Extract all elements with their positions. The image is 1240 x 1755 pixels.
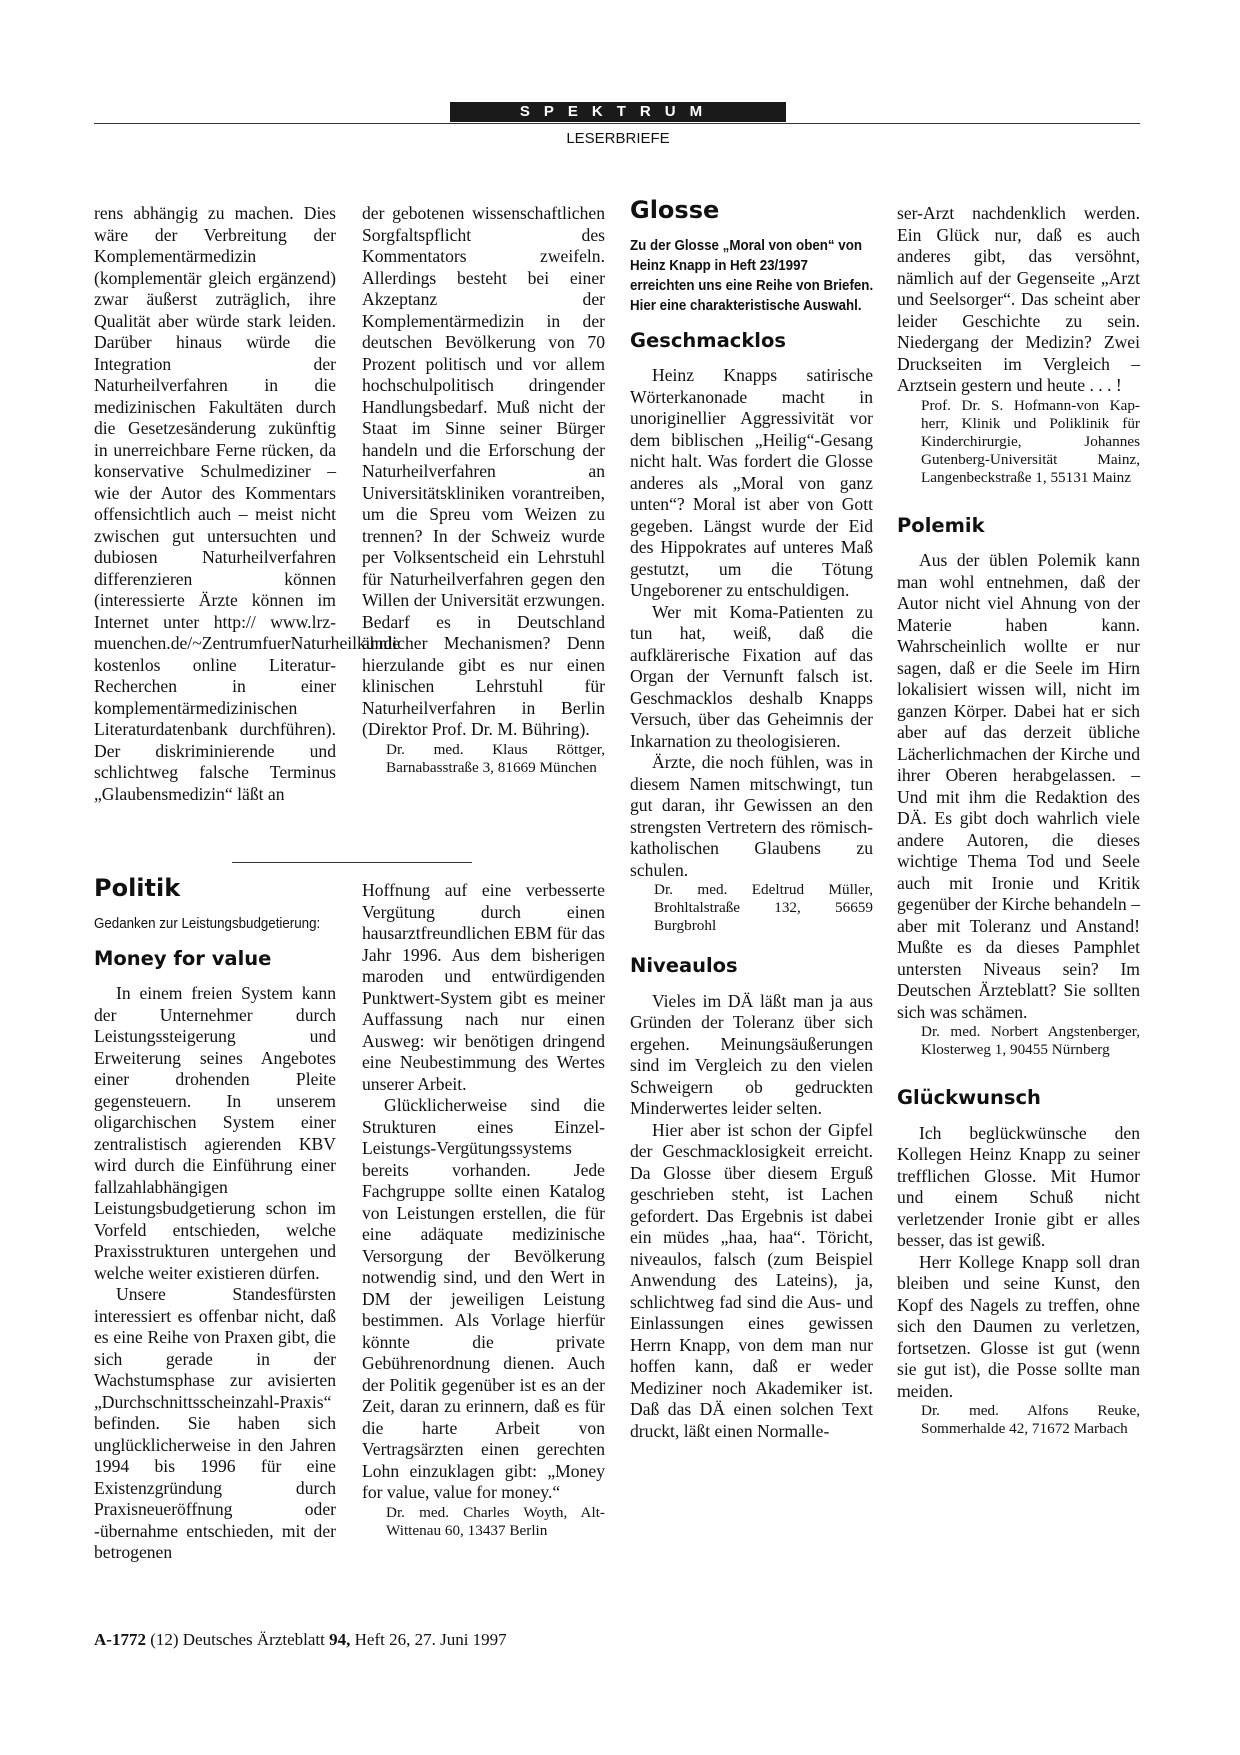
volume-number: 94, [329, 1630, 351, 1649]
divider [232, 862, 472, 863]
signature: Dr. med. Norbert Angstenberger, Klosterweg 1, 90455 Nürnberg [921, 1023, 1140, 1058]
paragraph: rens abhängig zu machen. Dies wäre der Verbreitung der Komplementärmedizin (komplementär gleich ergänzend) zwar äußerst zuträglich, ihre Qualität aber würde stark leiden. Darüber hinaus würde die Integration der Naturheilverfahren in die medizinischen Fakultäten durch die Gesetzesänderung zukünftig in unerreichbare Ferne rücken, da konservative Schulmediziner – wie der Autor des Kommentars offensichtlich auch – meist nicht zwischen gut untersuchten und dubiosen Naturheilverfahren differenzieren können (interessierte Ärzte können im Internet unter http:// www.lrz-muenchen.de/~ZentrumfuerNaturheilkunde kostenlos online Literatur-Recherchen in einer komplementärmedizinischen Literaturdatenbank durchführen). Der diskriminierende und schlichtweg falsche Terminus „Glaubensmedizin“ läßt an [94, 203, 401, 804]
paragraph: der gebotenen wissenschaftlichen Sorgfaltspflicht des Kommentators zweifeln. Allerdings besteht bei einer Akzeptanz der Komplementärmedizin in der deutschen Bevölkerung von 70 Prozent politisch und vor allem hochschulpolitisch dringender Handlungsbedarf. Muß nicht der Staat im Sinne seiner Bürger handeln und die Erforschung der Naturheilverfahren an Universitätskliniken vorantreiben, um die Spreu vom Weizen zu trennen? In der Schweiz wurde per Volksentscheid ein Lehrstuhl für Naturheilverfahren gegen den Willen der Universität erzwungen. Bedarf es in Deutschland ähnlicher Mechanismen? Denn hierzulande gibt es nur einen klinischen Lehrstuhl für Naturheilverfahren in Berlin (Direktor Prof. Dr. M. Bühring). [362, 203, 605, 739]
paragraph: Hoffnung auf eine verbesserte Vergütung durch einen hausarztfreundlichen EBM für das Jahr 1996. Aus dem bisherigen maroden und entwürdigenden Punktwert-System gibt es meiner Auffassung nach nur einen Ausweg: wir benötigen dringend eine Neubestimmung des Wertes unserer Arbeit. [362, 880, 605, 1094]
section-title: Politik [94, 874, 181, 902]
paragraph: Heinz Knapps satirische Wörterkanonade macht in unoriginellier Aggressivität vor dem biblischen „Heilig“-Gesang nicht halt. Was fordert die Glosse anderes als „Moral von ganz unten“? Moral ist aber von Gott gegeben. Längst wurde der Eid des Hippokrates auf unteres Maß gestutzt, um die Tötung Ungeborener zu entschuldigen. [630, 365, 873, 600]
paragraph: Ich beglückwünsche den Kollegen Heinz Knapp zu seiner trefflichen Glosse. Mit Humor und einem Schuß nicht verletzender Ironie gibt er alles besser, das ist gewiß. [897, 1122, 1140, 1250]
paragraph: ser-Arzt nachdenklich werden. Ein Glück nur, daß es auch anderes gibt, das versöhnt, nämlich auf der Gegenseite „Arzt und Seelsorger“. Das scheint aber leider Geschichte zu sein. Niedergang der Medizin? Zwei Druckseiten im Vergleich – Arztsein gestern und heute . . . ! [897, 203, 1140, 395]
paragraph: Unsere Standesfürsten interessiert es offenbar nicht, daß es eine Reihe von Praxen gibt, die sich gerade in der Wachstumsphase zur avisierten „Durchschnittsscheinzahl-Praxis“ befinden. Sie haben sich unglücklicherweise in den Jahren 1994 bis 1996 für eine Existenzgründung durch Praxisneueröffnung oder -übernahme entschieden, mit der betrogenen [94, 1284, 336, 1562]
politik-col2 [362, 880, 605, 1540]
paragraph: Ärzte, die noch fühlen, was in diesem Namen mitschwingt, tun gut daran, ihr Gewissen an den strengsten Vertretern des römisch-katholischen Glaubens zu schulen. [630, 752, 873, 880]
letter-title: Money for value [94, 946, 272, 970]
glosse-col3 [630, 196, 874, 1442]
page-number: A-1772 [94, 1630, 146, 1649]
paragraph: Aus der üblen Polemik kann man wohl entnehmen, daß der Autor nicht viel Ahnung von der Materie haben kann. Wahrscheinlich wollte er nur sagen, daß er die Seele im Hirn lokalisiert wissen will, nicht im ganzen Körper. Dabei hat er sich aber auf das derzeit übliche Lächerlichmachen der Kirche und ihrer Oberen herabgelassen. – Und mit ihm die Redaktion des DÄ. Es gibt doch wahrlich viele andere Autoren, die dieses wichtige Thema Tod und Seele auch mit Ironie und Kritik gegenüber der Kirche behandeln – aber mit Toleranz und Anstand! Mußte es da dieses Pamphlet untersten Niveaus sein? Im Deutschen Ärzteblatt? Sie sollten sich was schämen. [897, 550, 1140, 1022]
letter-title: Geschmacklos [630, 328, 786, 352]
politik-col1 [94, 874, 336, 1564]
glosse-col4 [897, 203, 1140, 1438]
signature: Dr. med. Klaus Röttger, Barnabasstraße 3, 81669 München [386, 740, 605, 776]
signature: Dr. med. Alfons Reuke, Sommerhalde 42, 71672 Marbach [921, 1402, 1140, 1437]
signature: Dr. med. Edeltrud Müller, Brohltalstraße 132, 56659 Burgbrohl [654, 881, 873, 934]
letter-title: Polemik [897, 513, 985, 537]
paragraph: In einem freien System kann der Unternehmer durch Leistungssteigerung und Erweiterung seines Angebotes einer drohenden Pleite gegensteuern. In unserem oligarchischen System einer zentralistisch agierenden KBV wird durch die Einführung einer fallzahlabhängigen Leistungsbudgetierung schon im Vorfeld entschieden, welche Praxisstrukturen untergehen und welche weiter existieren dürfen. [94, 983, 336, 1283]
issue-date: Heft 26, 27. Juni 1997 [354, 1630, 507, 1649]
section-banner: SPEKTRUM [450, 102, 786, 122]
paragraph: Vieles im DÄ läßt man ja aus Gründen der Toleranz über sich ergehen. Meinungsäußerungen sind im Vergleich zu den vielen Schweigern ob gedruckten Minderwertes leider selten. [630, 990, 873, 1118]
paragraph: Glücklicherweise sind die Strukturen eines Einzel-Leistungs-Vergütungssystems bereits vorhanden. Jede Fachgruppe sollte einen Katalog von Leistungen erstellen, die für eine adäquate medizinische Versorgung der Bevölkerung notwendig sind, und den Wert in DM der jeweiligen Leistung bestimmen. Als Vorlage hierfür könnte die private Gebührenordnung dienen. Auch der Politik gegenüber ist es an der Zeit, daran zu erinnern, daß es für die harte Arbeit von Vertragsärzten einen gerechten Lohn einzuklagen gibt: „Money for value, value for money.“ [362, 1095, 605, 1502]
subsection-label: LESERBRIEFE [566, 130, 670, 147]
letter-top-col2 [362, 203, 605, 777]
section-intro: Zu der Glosse „Moral von oben“ von Heinz Knapp in Heft 23/1997 erreichten uns eine Reihe von Briefen. Hier eine charakteristische Auswahl. [630, 237, 874, 314]
letter-title: Niveaulos [630, 954, 738, 977]
letter-title: Glückwunsch [897, 1086, 1041, 1109]
header-rule [94, 123, 1140, 124]
paragraph: Herr Kollege Knapp soll dran bleiben und seine Kunst, den Kopf des Nagels zu treffen, ohne sich den Daumen zu verletzen, fortsetzen. Glosse ist gut (wenn sie gut ist), die Posse sollte man meiden. [897, 1251, 1140, 1401]
section-intro: Gedanken zur Leistungsbudgetierung: [94, 915, 321, 932]
letter-top-col1 [94, 203, 401, 805]
signature: Prof. Dr. S. Hofmann-von Kap-herr, Klinik und Poliklinik für Kinderchirurgie, Johannes Gutenberg-Universität Mainz, Langenbeckstraße 1, 55131 Mainz [921, 396, 1140, 486]
paragraph: Wer mit Koma-Patienten zu tun hat, weiß, daß die aufklärerische Fixation auf das Organ der Vernunft falsch ist. Geschmacklos deshalb Knapps Versuch, über das Geheimnis der Inkarnation zu theologisieren. [630, 601, 873, 751]
signature: Dr. med. Charles Woyth, Alt-Wittenau 60, 13437 Berlin [386, 1503, 605, 1539]
section-title: Glosse [630, 196, 720, 224]
paragraph: Hier aber ist schon der Gipfel der Geschmacklosigkeit erreicht. Da Glosse über diesem Erguß geschrieben steht, ist Lachen gefordert. Das Ergebnis ist dabei ein müdes „haa, haa“. Töricht, niveaulos, falsch (zum Beispiel Anwendung des Lateins), ja, schlichtweg fad sind die Aus- und Einlassungen eines gewissen Herrn Knapp, von dem man nur hoffen kann, daß er weder Mediziner noch Akademiker ist. Daß das DÄ einen solchen Text druckt, läßt einen Normalle- [630, 1119, 873, 1441]
issue-prefix: (12) Deutsches Ärzteblatt [150, 1630, 325, 1649]
page-footer [94, 1630, 507, 1650]
